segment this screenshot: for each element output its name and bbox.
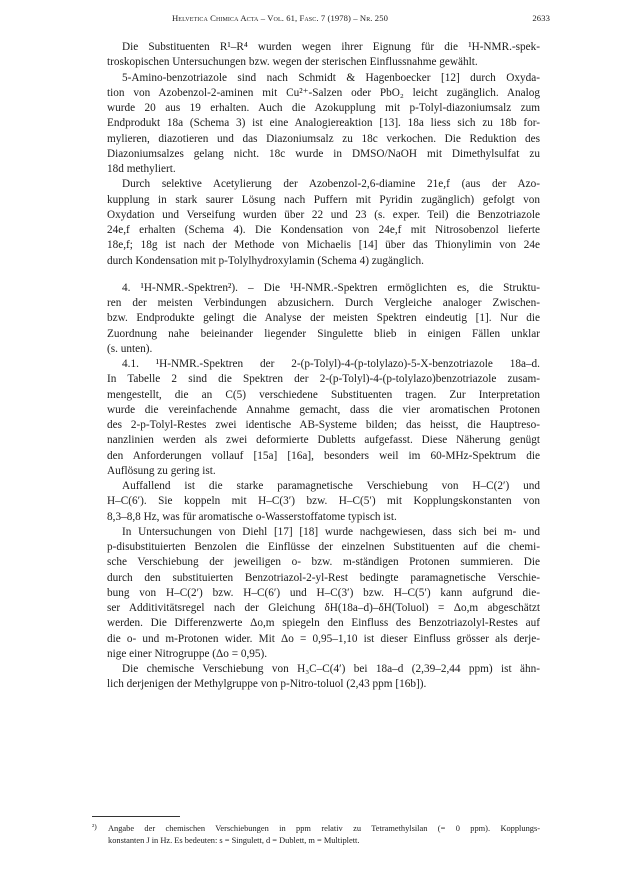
subsection-4-1 bbox=[92, 357, 540, 479]
text-line: lich derjenigen der Methylgruppe von p-Nitro-toluol (2,43 ppm [16b]). bbox=[107, 678, 427, 691]
text-line: sche Verschiebung der jeweiligen o- bzw. m-ständigen Protonen summieren. Die bbox=[107, 556, 540, 569]
text-line: Zuordnung nahe beieinander liegender Singulette blieb in einigen Fällen unklar bbox=[107, 327, 540, 340]
text-line: 24e,f erhalten (Schema 4). Die Kondensation von 24e,f mit Nitrosobenzol lieferte bbox=[107, 224, 540, 236]
text-line: Die Substituenten R¹–R⁴ wurden wegen ihrer Eignung für die ¹H-NMR.-spek- bbox=[122, 41, 540, 53]
text-line: tion von Azobenzol-2-aminen mit Cu²⁺-Salzen oder PbO₂ leicht zugänglich. Analog bbox=[107, 86, 540, 99]
text-line: 8,3–8,8 Hz, was für aromatische o-Wasserstoffatome typisch ist. bbox=[107, 510, 397, 523]
text-line: mengestellt, die an C(5) verschiedene Substituenten tragen. Zur Interpretation bbox=[107, 388, 540, 401]
section-heading-nmr bbox=[92, 281, 540, 357]
text-line: p-disubstituierten Benzolen die Einflüsse der einzelnen Substituenten auf die chemi- bbox=[107, 541, 540, 553]
text-line: den Anforderungen vollauf [15a] [16a], besonders weil im 60-MHz-Spektrum die bbox=[107, 449, 540, 462]
text-line: Auffallend ist die starke paramagnetische Verschiebung von H–C(2′) und bbox=[122, 480, 540, 492]
paragraph-acetylierung bbox=[92, 177, 540, 269]
text-line: In Untersuchungen von Diehl [17] [18] wurde nachgewiesen, dass sich bei m- und bbox=[122, 525, 540, 538]
footnote-text bbox=[108, 823, 540, 846]
footnote-line: konstanten J in Hz. Es bedeuten: s = Singulett, d = Dublett, m = Multiplett. bbox=[108, 835, 360, 845]
text-line: die o- und m-Protonen wider. Mit Δo = 0,95–1,10 ist dieser Einfluss grösser als derje- bbox=[107, 632, 540, 645]
footnote bbox=[92, 823, 540, 846]
footnote-mark: ²) bbox=[92, 822, 97, 831]
text-line: H–C(6′). Sie koppeln mit H–C(3′) bzw. H–C(5′) mit Kopplungskonstanten von bbox=[107, 495, 540, 508]
text-line: 5-Amino-benzotriazole sind nach Schmidt & Hagenboecker [12] durch Oxyda- bbox=[122, 71, 540, 84]
footnote-line: Angabe der chemischen Verschiebungen in ppm relativ zu Tetramethylsilan (= 0 ppm). Kopplungs- bbox=[108, 824, 540, 833]
text-line: des 2-p-Tolyl-Restes zwei identische AB-Systeme bilden; das heisst, die Hauptreso- bbox=[107, 419, 540, 431]
text-line: 18e,f; 18g ist nach der Methode von Michaelis [14] über das Thionylimin von 24e bbox=[107, 239, 540, 252]
paragraph-diehl bbox=[92, 525, 540, 662]
paragraph-paramagnetic-shift bbox=[92, 479, 540, 525]
text-line: wurde die vereinfachende Annahme gemacht, dass die vier aromatischen Protonen bbox=[107, 403, 540, 416]
journal-header: Helvetica Chimica Acta – Vol. 61, Fasc. 7 (1978) – Nr. 250 bbox=[172, 13, 388, 23]
text-line: Die chemische Verschiebung von H₃C–C(4′) bei 18a–d (2,39–2,44 ppm) ist ähn- bbox=[122, 663, 540, 675]
paragraph-methyl-shift bbox=[92, 662, 540, 693]
text-line: 18d methyliert. bbox=[107, 163, 176, 175]
text-line: nanzlinien werden als zwei deformierte Dubletts aufgefasst. Diese Näherung genügt bbox=[107, 434, 540, 447]
text-line: Diazoniumsalzes gelang nicht. 18c wurde in DMSO/NaOH mit Dimethylsulfat zu bbox=[107, 147, 540, 160]
text-line: bung von H–C(2′) bzw. H–C(6′) und H–C(3′) bzw. H–C(5′) kann aufgrund die- bbox=[107, 586, 540, 599]
text-line: troskopischen Untersuchungen bzw. wegen der sterischen Einflussnahme gewählt. bbox=[107, 56, 478, 69]
paragraph-substituents bbox=[92, 40, 540, 71]
body-text bbox=[92, 40, 540, 693]
text-line: 4.1. ¹H-NMR.-Spektren der 2-(p-Tolyl)-4-(p-tolylazo)-5-X-benzotriazole 18a–d. bbox=[122, 358, 540, 370]
text-line: 4. ¹H-NMR.-Spektren²). – Die ¹H-NMR.-Spektren ermöglichten es, die Struktu- bbox=[122, 281, 540, 294]
paragraph-amino-benzotriazole bbox=[92, 71, 540, 178]
text-line: Endprodukt 18a (Schema 3) ist eine Analogiereaktion [13]. 18a liess sich zu 18b for- bbox=[107, 117, 540, 130]
text-line: ren der meisten Verbindungen abzusichern. Durch Vergleiche analoger Zwischen- bbox=[107, 297, 540, 309]
text-line: (s. unten). bbox=[107, 342, 153, 355]
running-header bbox=[92, 13, 550, 27]
text-line: nige einer Nitrogruppe (Δo = 0,95). bbox=[107, 647, 268, 660]
text-line: wurde 20 aus 19 erhalten. Auch die Azokupplung mit p-Tolyl-diazoniumsalz zum bbox=[107, 102, 540, 114]
text-line: bzw. Endprodukte gelingt die Analyse der meisten Spektren eindeutig [1]. Nur die bbox=[107, 312, 540, 325]
text-line: werden. Die Differenzwerte Δo,m spiegeln den Einfluss des Benzotriazolyl-Restes auf bbox=[107, 617, 540, 630]
text-line: durch Kondensation mit p-Tolylhydroxylamin (Schema 4) zugänglich. bbox=[107, 254, 424, 267]
text-line: In Tabelle 2 sind die Spektren der 2-(p-Tolyl)-4-(p-tolylazo)benzotriazole zusam- bbox=[107, 373, 540, 386]
text-line: Oxydation und Verseifung wurden über 22 und 23 (s. exper. Teil) die Benzotriazole bbox=[107, 208, 540, 221]
page-number: 2633 bbox=[532, 13, 550, 23]
text-line: mylieren, diazotieren und das Diazoniumsalz zu 18c verkochen. Die Reduktion des bbox=[107, 132, 540, 145]
text-line: Auflösung zu gering ist. bbox=[107, 464, 216, 477]
footnote-divider bbox=[92, 816, 180, 817]
text-line: durch den substituierten Benzotriazol-2-yl-Rest bedingte paramagnetische Verschie- bbox=[107, 571, 540, 584]
text-line: kupplung in stark saurer Lösung nach Puffern mit Pyridin zugänglich) gefolgt von bbox=[107, 193, 540, 206]
text-line: Durch selektive Acetylierung der Azobenzol-2,6-diamine 21e,f (aus der Azo- bbox=[122, 178, 540, 191]
text-line: ser Additivitätsregel nach der Gleichung δH(18a–d)–δH(Toluol) = Δo,m abgeschätzt bbox=[107, 602, 540, 614]
